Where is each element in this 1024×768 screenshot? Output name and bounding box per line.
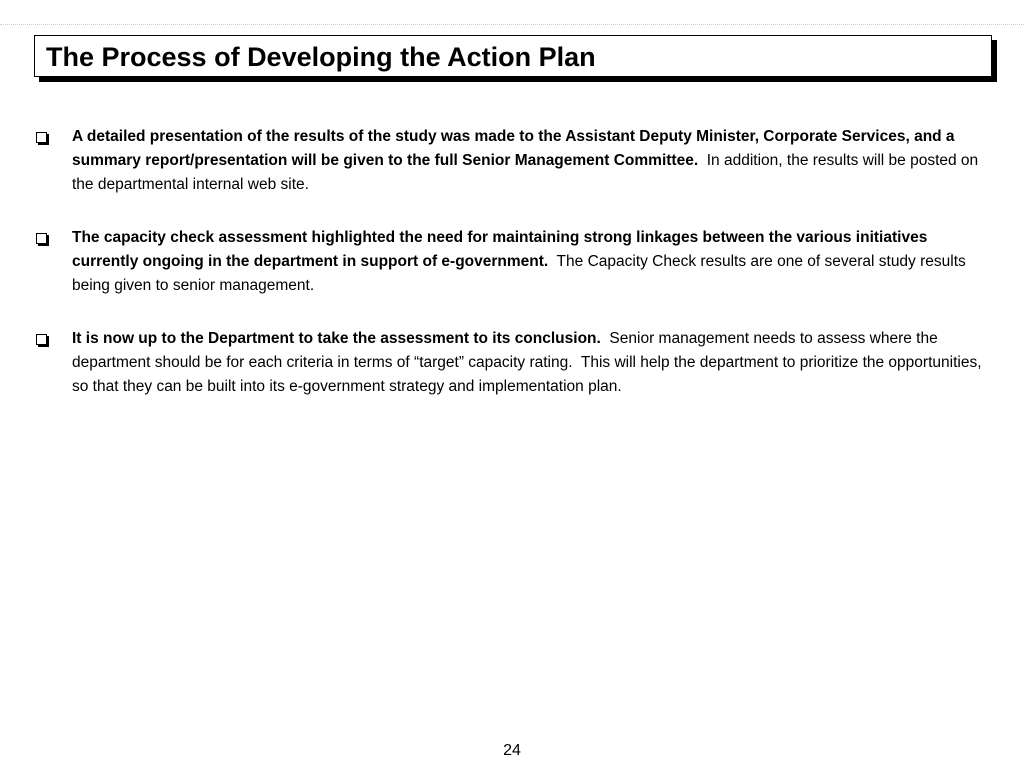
bullet-2-text: The Capacity Check results are one of several study results being given to senior management. bbox=[72, 253, 971, 294]
page-number: 24 bbox=[503, 742, 521, 759]
top-divider bbox=[0, 24, 1024, 25]
bullet-3-text: Senior management needs to assess where the department should be for each criteria in terms of “target” capacity rating. This will help the department to prioritize the opportunities, so that they can be built into its e-government strategy and implementation plan. bbox=[72, 330, 986, 395]
bullet-2-bold-text: The capacity check assessment highlighted the need for maintaining strong linkages between the various initiatives currently ongoing in the department in support of e-government. bbox=[72, 229, 928, 270]
checkbox-bullet-icon bbox=[36, 132, 47, 143]
bullet-item-1 bbox=[34, 125, 992, 197]
bullet-1-text: In addition, the results will be posted on the departmental internal web site. bbox=[72, 152, 983, 193]
bullet-item-2 bbox=[34, 226, 992, 298]
slide-title: The Process of Developing the Action Plan bbox=[46, 42, 596, 72]
checkbox-bullet-icon bbox=[36, 334, 47, 345]
bullet-1-bold-text: A detailed presentation of the results of the study was made to the Assistant Deputy Minister, Corporate Services, and a summary report/presentation will be given to the full Senior Management Committee. bbox=[72, 128, 955, 169]
bullet-item-3 bbox=[34, 327, 992, 399]
checkbox-bullet-icon bbox=[36, 233, 47, 244]
bullet-3-bold-text: It is now up to the Department to take the assessment to its conclusion. bbox=[72, 330, 601, 347]
title-box bbox=[34, 35, 992, 77]
bullet-list bbox=[34, 125, 992, 428]
